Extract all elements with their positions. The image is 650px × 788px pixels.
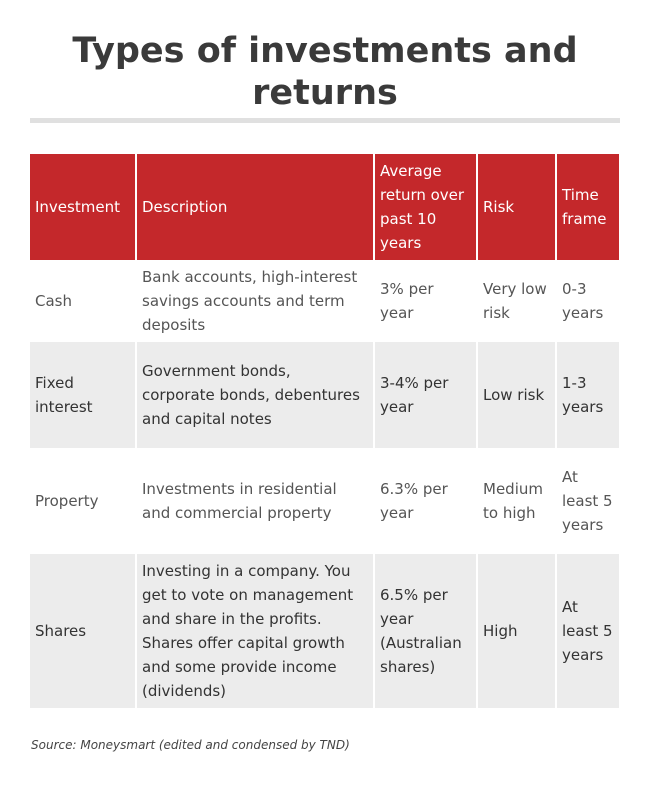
table-row — [30, 342, 619, 448]
cell-description: Government bonds, corporate bonds, debentures and capital notes — [136, 342, 374, 448]
cell-risk: Low risk — [477, 342, 556, 448]
title-divider — [30, 118, 620, 123]
header-time-frame: Time frame — [556, 154, 619, 260]
table-row — [30, 260, 619, 342]
cell-description: Investing in a company. You get to vote on management and share in the profits. Shares offer capital growth and some provide income (dividends) — [136, 554, 374, 708]
cell-average-return: 6.5% per year (Australian shares) — [374, 554, 477, 708]
cell-investment: Cash — [30, 260, 136, 342]
cell-average-return: 3% per year — [374, 260, 477, 342]
cell-investment: Fixed interest — [30, 342, 136, 448]
cell-time-frame: 0-3 years — [556, 260, 619, 342]
cell-average-return: 6.3% per year — [374, 448, 477, 554]
page-title: Types of investments and returns — [72, 31, 578, 113]
cell-average-return: 3-4% per year — [374, 342, 477, 448]
investments-table — [30, 154, 619, 708]
header-average-return: Average return over past 10 years — [374, 154, 477, 260]
header-risk: Risk — [477, 154, 556, 260]
cell-investment: Property — [30, 448, 136, 554]
cell-risk: Medium to high — [477, 448, 556, 554]
header-investment: Investment — [30, 154, 136, 260]
cell-description: Investments in residential and commercial property — [136, 448, 374, 554]
cell-risk: High — [477, 554, 556, 708]
table-row — [30, 554, 619, 708]
cell-time-frame: At least 5 years — [556, 554, 619, 708]
cell-time-frame: 1-3 years — [556, 342, 619, 448]
table-row — [30, 448, 619, 554]
cell-risk: Very low risk — [477, 260, 556, 342]
cell-investment: Shares — [30, 554, 136, 708]
source-note: Source: Moneysmart (edited and condensed by TND) — [31, 738, 350, 752]
cell-description: Bank accounts, high-interest savings accounts and term deposits — [136, 260, 374, 342]
table-header-row — [30, 154, 619, 260]
cell-time-frame: At least 5 years — [556, 448, 619, 554]
header-description: Description — [136, 154, 374, 260]
